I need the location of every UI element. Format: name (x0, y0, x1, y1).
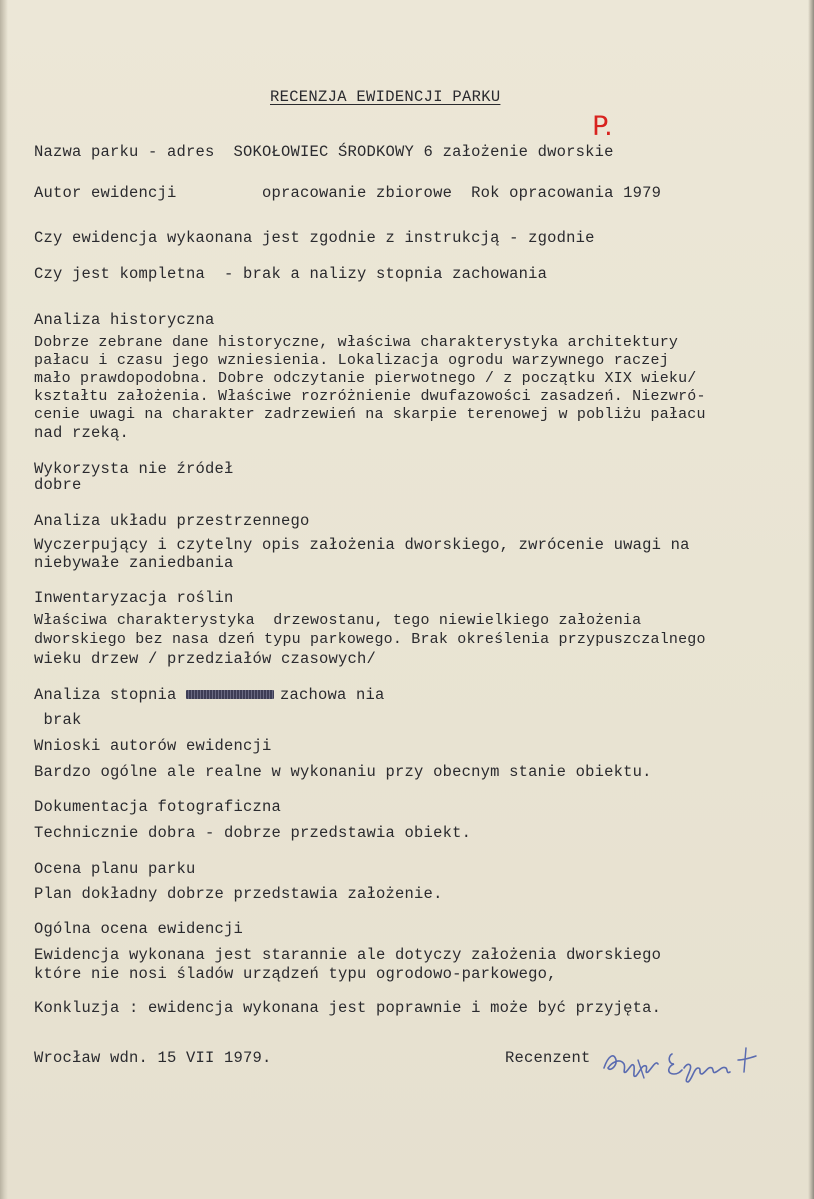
page-left-edge (0, 0, 8, 1199)
section-heading-sources: Wykorzysta nie źródeł (34, 460, 234, 478)
conclusions-text-line: Bardzo ogólne ale realne w wykonaniu przy obecnym stanie obiektu. (34, 763, 652, 781)
plants-text-line: dworskiego bez nasa dzeń typu parkowego. Brak określenia przypuszczalnego (34, 631, 706, 648)
spatial-text-line: niebywałe zaniedbania (34, 554, 234, 572)
plants-text-line: wieku drzew / przedziałów czasowych/ (34, 650, 377, 668)
plants-text-line: Właściwa charakterystyka drzewostanu, tego niewielkiego założenia (34, 612, 642, 629)
section-heading-historical: Analiza historyczna (34, 311, 215, 329)
compliance-line: Czy ewidencja wykaonana jest zgodnie z instrukcją - zgodnie (34, 229, 595, 247)
historical-text-line: Dobrze zebrane dane historyczne, właściwa charakterystyka architektury (34, 334, 679, 351)
section-heading-plants: Inwentaryzacja roślin (34, 589, 234, 607)
sources-text-line: dobre (34, 476, 82, 494)
section-heading-photos: Dokumentacja fotograficzna (34, 798, 282, 816)
photos-text-line: Technicznie dobra - dobrze przedstawia obiekt. (34, 824, 472, 842)
reviewer-signature (598, 1038, 768, 1088)
condition-heading-end: zachowa nia (280, 686, 385, 704)
section-heading-condition (34, 686, 385, 704)
conclusion-line: Konkluzja : ewidencja wykonana jest poprawnie i może być przyjęta. (34, 999, 662, 1017)
plan-text-line: Plan dokładny dobrze przedstawia założenie. (34, 885, 443, 903)
place-date-line: Wrocław wdn. 15 VII 1979. (34, 1049, 272, 1067)
document-title: RECENZJA EWIDENCJI PARKU (270, 88, 501, 106)
page-right-edge (808, 0, 814, 1199)
reviewer-label: Recenzent (505, 1049, 591, 1067)
author-line: Autor ewidencji opracowanie zbiorowe Rok opracowania 1979 (34, 184, 662, 202)
section-heading-overall: Ogólna ocena ewidencji (34, 920, 244, 938)
section-heading-spatial: Analiza układu przestrzennego (34, 512, 310, 530)
overall-text-line: Ewidencja wykonana jest starannie ale dotyczy założenia dworskiego (34, 946, 662, 964)
condition-heading-start: Analiza stopnia (34, 686, 177, 704)
typed-strikeout (186, 690, 274, 699)
historical-text-line: mało prawdopodobna. Dobre odczytanie pierwotnego / z początku XIX wieku/ (34, 370, 697, 387)
historical-text-line: pałacu i czasu jego wzniesienia. Lokalizacja ogrodu warzywnego raczej (34, 352, 669, 369)
red-handwritten-mark: P. (592, 111, 613, 142)
historical-text-line: cenie uwagi na charakter zadrzewień na skarpie terenowej w pobliżu pałacu (34, 406, 706, 423)
completeness-line: Czy jest kompletna - brak a nalizy stopnia zachowania (34, 265, 548, 283)
section-heading-plan: Ocena planu parku (34, 860, 196, 878)
historical-text-line: kształtu założenia. Właściwe rozróżnienie dwufazowości zasadzeń. Niezwró- (34, 388, 706, 405)
section-heading-conclusions: Wnioski autorów ewidencji (34, 737, 272, 755)
overall-text-line: które nie nosi śladów urządzeń typu ogrodowo-parkowego, (34, 965, 557, 983)
historical-text-line: nad rzeką. (34, 424, 130, 442)
condition-text-line: brak (34, 711, 82, 729)
park-name-line: Nazwa parku - adres SOKOŁOWIEC ŚRODKOWY 6 założenie dworskie (34, 143, 614, 161)
spatial-text-line: Wyczerpujący i czytelny opis założenia dworskiego, zwrócenie uwagi na (34, 536, 690, 554)
